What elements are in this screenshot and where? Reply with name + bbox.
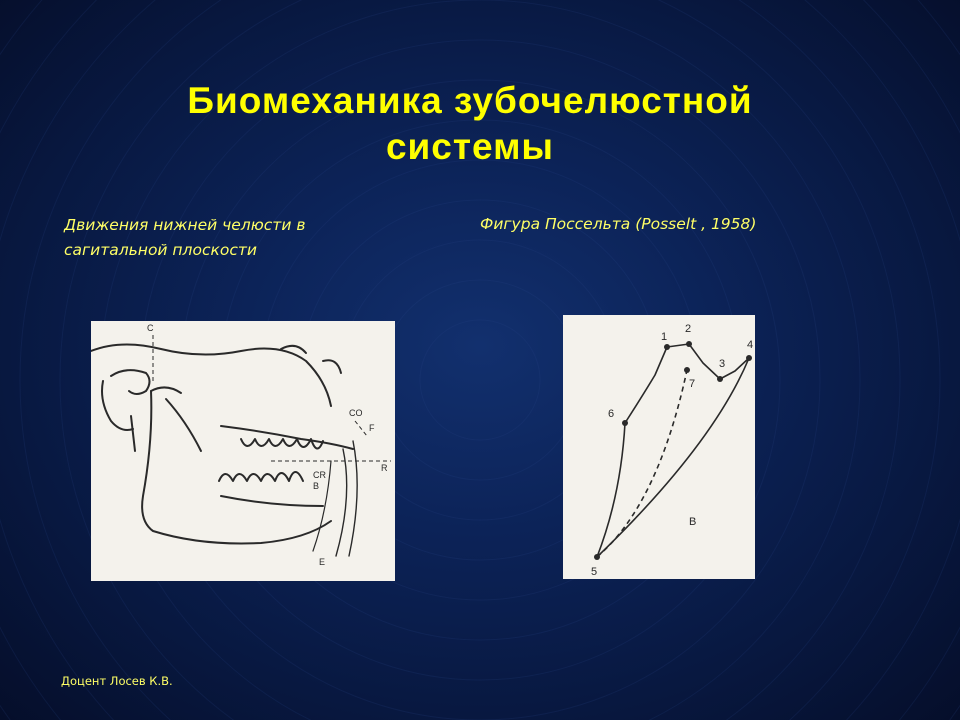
- label-b: B: [313, 481, 320, 491]
- label-cr: CR: [313, 470, 326, 480]
- label-co: CO: [349, 408, 363, 418]
- label-f: F: [369, 423, 375, 433]
- left-caption-line-2: сагитальной плоскости: [64, 241, 257, 259]
- region-label-b: B: [689, 516, 697, 528]
- point-label-3: 3: [719, 358, 726, 370]
- point-label-6: 6: [608, 408, 615, 420]
- jaw-drawing: [91, 321, 395, 581]
- point-label-5: 5: [591, 566, 598, 578]
- title-line-1: Биомеханика зубочелюстной: [187, 80, 753, 121]
- author-footer: Доцент Лосев К.В.: [61, 674, 173, 688]
- title-line-2: системы: [385, 126, 555, 167]
- slide-title: [60, 78, 880, 170]
- point-label-1: 1: [661, 331, 668, 343]
- point-label-7: 7: [689, 378, 696, 390]
- point-label-4: 4: [747, 339, 754, 351]
- left-caption: [64, 213, 394, 263]
- label-e: E: [319, 557, 326, 567]
- jaw-movement-figure: [91, 321, 395, 581]
- left-caption-line-1: Движения нижней челюсти в: [64, 216, 306, 234]
- posselt-figure: [563, 315, 755, 579]
- label-c: C: [147, 323, 154, 333]
- right-caption: Фигура Поссельта (Posselt , 1958): [480, 215, 757, 233]
- label-r: R: [381, 463, 388, 473]
- point-label-2: 2: [685, 323, 692, 335]
- posselt-drawing: [563, 315, 755, 579]
